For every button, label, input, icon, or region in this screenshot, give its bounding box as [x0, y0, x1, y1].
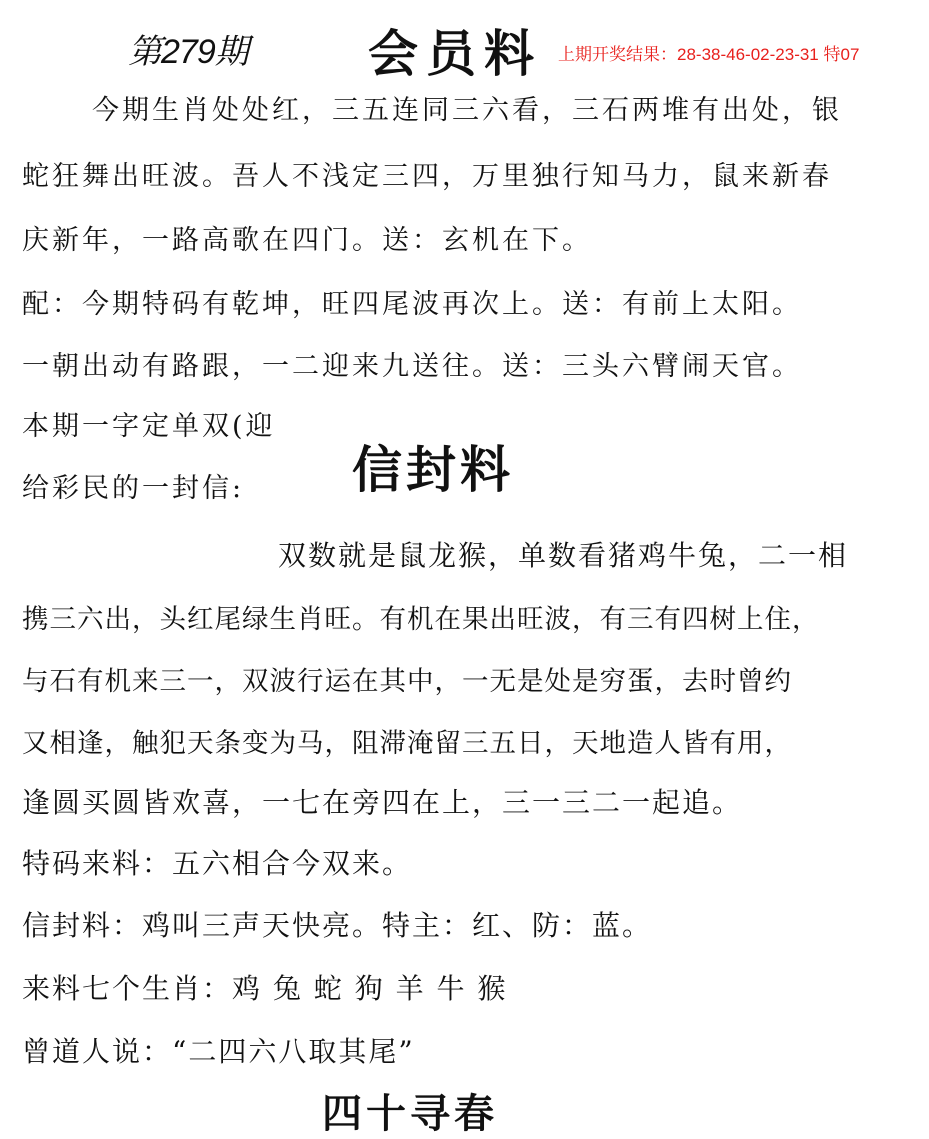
page-title: 会员料: [368, 24, 542, 83]
member-text-line-4: 配：今期特码有乾坤，旺四尾波再次上。送：有前上太阳。: [22, 289, 802, 320]
envelope-line-1: 双数就是鼠龙猴，单数看猪鸡牛兔，二一相: [278, 539, 849, 572]
last-draw-result: 上期开奖结果：28-38-46-02-23-31 特07: [558, 45, 860, 64]
envelope-line-5: 逢圆买圆皆欢喜，一七在旁四在上，三一三二一起追。: [22, 786, 743, 819]
zodiac-list: 来料七个生肖：鸡 兔 蛇 狗 羊 牛 猴: [22, 972, 508, 1005]
envelope-line-3: 与石有机来三一，双波行运在其中，一无是处是穷蛋，去时曾约: [22, 666, 792, 697]
member-text-line-5: 一朝出动有路跟，一二迎来九送往。送：三头六臂闹天官。: [22, 351, 802, 382]
envelope-line-4: 又相逢，触犯天条变为马，阻滞淹留三五日，天地造人皆有用，: [22, 728, 792, 759]
letter-heading: 给彩民的一封信:: [22, 473, 245, 504]
saying: 曾道人说：“二四六八取其尾”: [22, 1035, 415, 1068]
special-code-note: 特码来料：五六相合今双来。: [22, 847, 413, 880]
envelope-line-2: 携三六出，头红尾绿生肖旺。有机在果出旺波，有三有四树上住，: [22, 604, 820, 635]
member-text-line-2: 蛇狂舞出旺波。吾人不浅定三四，万里独行知马力，鼠来新春: [22, 161, 832, 192]
footer-title: 四十寻春: [322, 1090, 498, 1137]
member-text-line-3: 庆新年，一路高歌在四门。送：玄机在下。: [22, 225, 592, 256]
issue-number: 第279期: [128, 33, 248, 71]
envelope-title: 信封料: [352, 440, 514, 499]
envelope-note: 信封料：鸡叫三声天快亮。特主：红、防：蓝。: [22, 909, 653, 942]
member-text-line-1: 今期生肖处处红，三五连同三六看，三石两堆有出处，银: [92, 95, 842, 126]
member-text-line-6: 本期一字定单双(迎: [22, 411, 276, 442]
